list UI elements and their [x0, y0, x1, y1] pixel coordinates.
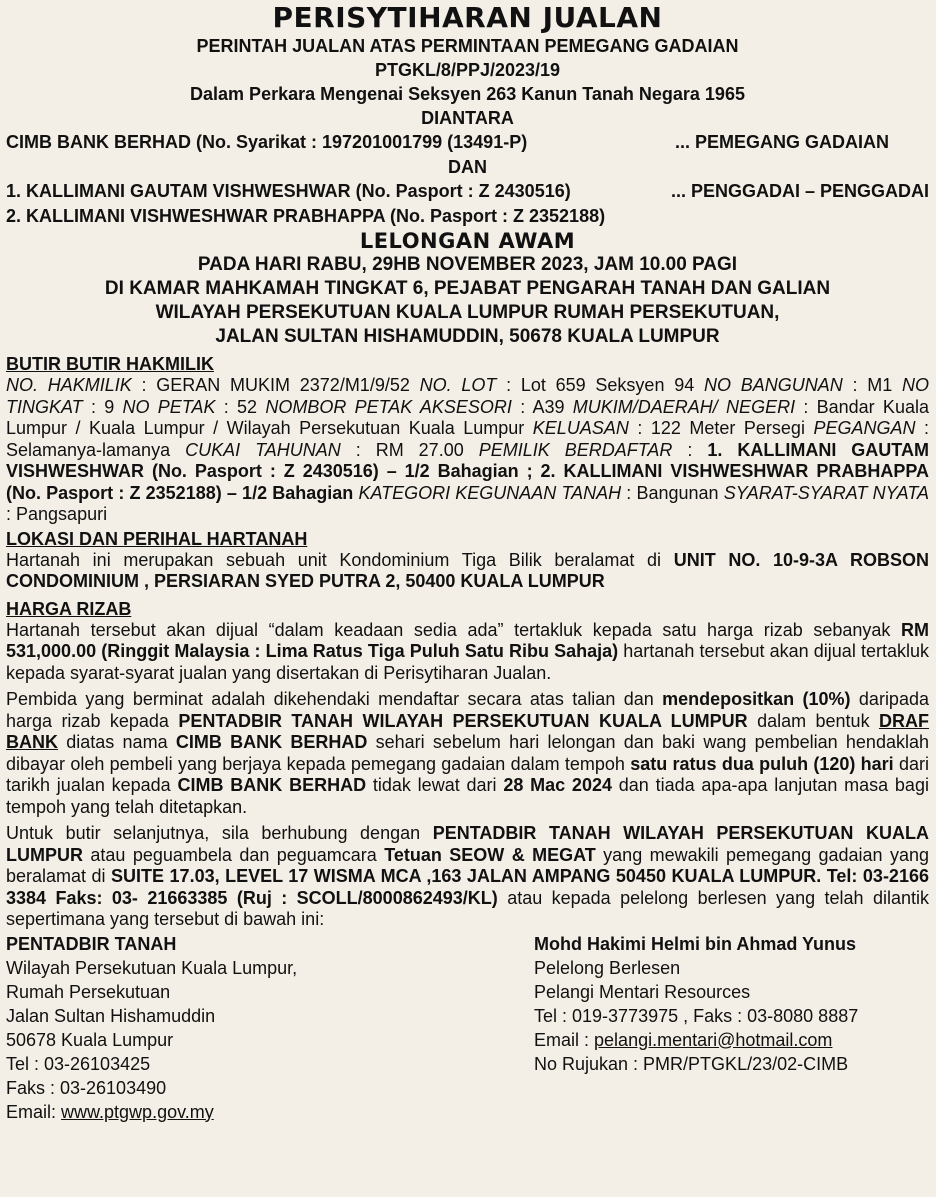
between-label: DIANTARA [421, 108, 514, 128]
auctioneer-email-row [534, 1028, 929, 1052]
kategori-value: Bangunan [636, 482, 719, 503]
deposit-payee: PENTADBIR TANAH WILAYAH PERSEKUTUAN KUALA LUMPUR [178, 710, 748, 731]
auction-title: LELONGAN AWAM [359, 229, 576, 253]
reference-number: PTGKL/8/PPJ/2023/19 [374, 60, 561, 80]
auction-line-2: DI KAMAR MAHKAMAH TINGKAT 6, PEJABAT PENGARAH TANAH DAN GALIAN [104, 278, 831, 299]
balance-payee: CIMB BANK BERHAD [177, 775, 367, 795]
document-title: PERISYTIHARAN JUALAN [272, 1, 663, 34]
auctioneer-reference: No Rujukan : PMR/PTGKL/23/02-CIMB [534, 1053, 849, 1074]
reserve-price: RM 531,000.00 (Ringgit Malaysia : Lima Ratus Tiga Puluh Satu Ribu Sahaja) [6, 619, 929, 661]
pegangan-label: PEGANGAN [813, 418, 916, 438]
land-admin-line-1: Wilayah Persekutuan Kuala Lumpur, [6, 957, 298, 978]
chargee-row [6, 130, 929, 155]
deposit-text-6: dari tarikh jualan kepada [6, 753, 929, 795]
deposit-text [6, 689, 929, 818]
chargee-role: ... PEMEGANG GADAIAN [674, 132, 889, 152]
contact-land-office: PENTADBIR TANAH WILAYAH PERSEKUTUAN KUALA LUMPUR [6, 823, 929, 865]
solicitor-address: SUITE 17.03, LEVEL 17 WISMA MCA ,163 JALAN AMPANG 50450 KUALA LUMPUR. Tel: 03-2166 3384 Faks: 03- 21663385 (Ruj : SCOLL/8000862493/KL) [6, 866, 929, 908]
auctioneer-title: Pelelong Berlesen [534, 957, 681, 978]
auction-line-1: PADA HARI RABU, 29HB NOVEMBER 2023, JAM 10.00 PAGI [197, 254, 738, 275]
location-heading: LOKASI DAN PERIHAL HARTANAH [6, 528, 308, 549]
auction-line-4: JALAN SULTAN HISHAMUDDIN, 50678 KUALA LUMPUR [215, 326, 720, 347]
pemilik-value: 1. KALLIMANI GAUTAM VISHWESHWAR (No. Pasport : Z 2430516) – 1/2 Bahagian ; 2. KALLIMANI VISHWESHWAR PRABHAPPA (No. Pasport : Z 2352188) – 1/2 Bahagian [6, 439, 929, 503]
land-admin-line-2: Rumah Persekutuan [6, 981, 171, 1002]
bank-draft: DRAF BANK [6, 710, 929, 752]
reserve-text [6, 620, 929, 685]
no-tingkat-value: 9 [104, 396, 115, 417]
contact-text-4: atau kepada pelelong berlesen yang telah dilantik sepertimana yang tersebut di bawah ini: [6, 887, 929, 929]
accessory-parcel-label: NOMBOR PETAK AKSESORI [265, 396, 512, 417]
pegangan-value: Selamanya-lamanya [6, 439, 171, 460]
auctioneer-email-link[interactable]: pelangi.mentari@hotmail.com [594, 1029, 833, 1050]
deadline-date: 28 Mac 2024 [503, 775, 612, 795]
reserve-text-2: hartanah tersebut akan dijual tertakluk kepada syarat-syarat jualan yang disertakan di Perisytiharan Jualan. [6, 641, 929, 683]
document-subtitle: PERINTAH JUALAN ATAS PERMINTAAN PEMEGANG GADAIAN [196, 36, 739, 56]
deposit-percent: mendepositkan (10%) [662, 689, 851, 709]
contact-text-1: Untuk butir selanjutnya, sila berhubung dengan [6, 823, 421, 843]
chargor-2-name: 2. KALLIMANI VISHWESHWAR PRABHAPPA (No. Pasport : Z 2352188) [6, 206, 606, 226]
mukim-label: MUKIM/DAERAH/ NEGERI [572, 396, 796, 417]
location-text [6, 550, 929, 593]
no-tingkat-label: NO TINGKAT [6, 375, 929, 417]
pemilik-label: PEMILIK BERDAFTAR [478, 439, 673, 460]
no-lot-value: Lot 659 Seksyen 94 [520, 375, 695, 395]
property-address: UNIT NO. 10-9-3A ROBSON CONDOMINIUM , PERSIARAN SYED PUTRA 2, 50400 KUALA LUMPUR [6, 549, 929, 591]
syarat-label: SYARAT-SYARAT NYATA [723, 482, 929, 503]
keluasan-value: 122 Meter Persegi [650, 418, 805, 438]
deposit-text-3: dalam bentuk [757, 710, 870, 731]
auctioneer-tel-fax: Tel : 019-3773975 , Faks : 03-8080 8887 [534, 1005, 859, 1026]
no-petak-label: NO PETAK [122, 396, 216, 417]
contact-text [6, 823, 929, 931]
deposit-text-2: daripada harga rizab kepada [6, 689, 929, 731]
auctioneer-company: Pelangi Mentari Resources [534, 981, 751, 1002]
no-petak-value: 52 [237, 396, 258, 417]
and-label: DAN [448, 157, 487, 177]
location-description: Hartanah ini merupakan sebuah unit Kondominium Tiga Bilik beralamat di [6, 549, 662, 570]
land-admin-line-4: 50678 Kuala Lumpur [6, 1029, 174, 1050]
contact-solicitors: Tetuan SEOW & MEGAT [384, 844, 596, 865]
syarat-value: Pangsapuri [16, 504, 108, 524]
deposit-text-7: tidak lewat dari [372, 775, 497, 795]
auctioneer-name: Mohd Hakimi Helmi bin Ahmad Yunus [534, 933, 857, 954]
reserve-heading: HARGA RIZAB [6, 598, 132, 619]
land-admin-fax: Faks : 03-26103490 [6, 1077, 167, 1098]
land-admin-email-row [6, 1100, 506, 1124]
keluasan-label: KELUASAN [532, 418, 629, 438]
land-administrator-block [6, 932, 506, 1124]
deposit-text-1: Pembida yang berminat adalah dikehendaki mendaftar secara atas talian dan [6, 689, 654, 709]
chargor-row-1 [6, 179, 929, 204]
mukim-value: Bandar Kuala Lumpur / Kuala Lumpur / Wilayah Persekutuan Kuala Lumpur [6, 396, 929, 438]
cukai-label: CUKAI TAHUNAN [185, 439, 341, 460]
contact-columns [6, 932, 929, 1124]
land-administrator-heading: PENTADBIR TANAH [6, 933, 177, 954]
cukai-value: RM 27.00 [375, 439, 464, 460]
accessory-parcel-value: A39 [532, 396, 565, 417]
no-bangunan-value: M1 [867, 375, 893, 395]
deposit-text-5: sehari sebelum hari lelongan dan baki wang pembelian hendaklah dibayar oleh pembeli yang berjaya kepada pemegang gadaian dalam tempoh [6, 732, 929, 774]
contact-text-2: atau peguambela dan peguamcara [90, 844, 377, 865]
payment-period: satu ratus dua puluh (120) hari [630, 753, 894, 774]
land-admin-tel: Tel : 03-26103425 [6, 1053, 151, 1074]
chargor-role: ... PENGGADAI – PENGGADAI [670, 181, 929, 201]
legal-matter: Dalam Perkara Mengenai Seksyen 263 Kanun Tanah Negara 1965 [190, 84, 745, 104]
chargor-row-2 [6, 204, 929, 229]
no-bangunan-label: NO BANGUNAN [703, 375, 843, 395]
land-admin-website-link[interactable]: www.ptgwp.gov.my [61, 1101, 214, 1122]
deposit-text-4: diatas nama [66, 732, 168, 752]
deposit-text-8: dan tiada apa-apa lanjutan masa bagi tempoh yang telah ditetapkan. [6, 775, 929, 817]
land-admin-email-label: Email: [6, 1101, 57, 1122]
auctioneer-block [534, 932, 929, 1124]
draft-beneficiary: CIMB BANK BERHAD [175, 732, 368, 752]
chargee-name: CIMB BANK BERHAD (No. Syarikat : 197201001799 (13491-P) [6, 132, 528, 152]
no-hakmilik-label: NO. HAKMILIK [6, 375, 132, 395]
contact-text-3: yang mewakili pemegang gadaian yang beralamat di [6, 844, 929, 886]
chargor-1-name: 1. KALLIMANI GAUTAM VISHWESHWAR (No. Pasport : Z 2430516) [6, 181, 571, 201]
no-hakmilik-value: GERAN MUKIM 2372/M1/9/52 [156, 375, 410, 395]
title-details-text: NO. HAKMILIK : GERAN MUKIM 2372/M1/9/52 NO. LOT : Lot 659 Seksyen 94 NO BANGUNAN : M1 NO TINGKAT : 9 NO PETAK : 52 NOMBOR PETAK AKSESORI : A39 MUKIM/DAERAH/ NEGERI : Bandar Kuala Lumpur / Kuala Lumpur / Wilayah Persekutuan Kuala Lumpur KELUASAN : 122 Meter Persegi PEGANGAN : Selamanya-lamanya CUKAI TAHUNAN : RM 27.00 PEMILIK BERDAFTAR : 1. KALLIMANI GAUTAM VISHWESHWAR (No. Pasport : Z 2430516) – 1/2 Bahagian ; 2. KALLIMANI VISHWESHWAR PRABHAPPA (No. Pasport : Z 2352188) – 1/2 Bahagian KATEGORI KEGUNAAN TANAH : Bangunan SYARAT-SYARAT NYATA : Pangsapuri [6, 375, 930, 524]
auctioneer-email-label: Email : [534, 1029, 590, 1050]
reserve-text-1: Hartanah tersebut akan dijual “dalam keadaan sedia ada” tertakluk kepada satu harga rizab sebanyak [6, 619, 891, 640]
land-admin-line-3: Jalan Sultan Hishamuddin [6, 1005, 216, 1026]
no-lot-label: NO. LOT [419, 375, 497, 395]
title-details-heading: BUTIR BUTIR HAKMILIK [6, 354, 214, 374]
auction-line-3: WILAYAH PERSEKUTUAN KUALA LUMPUR RUMAH PERSEKUTUAN, [155, 302, 780, 323]
kategori-label: KATEGORI KEGUNAAN TANAH [358, 482, 622, 503]
